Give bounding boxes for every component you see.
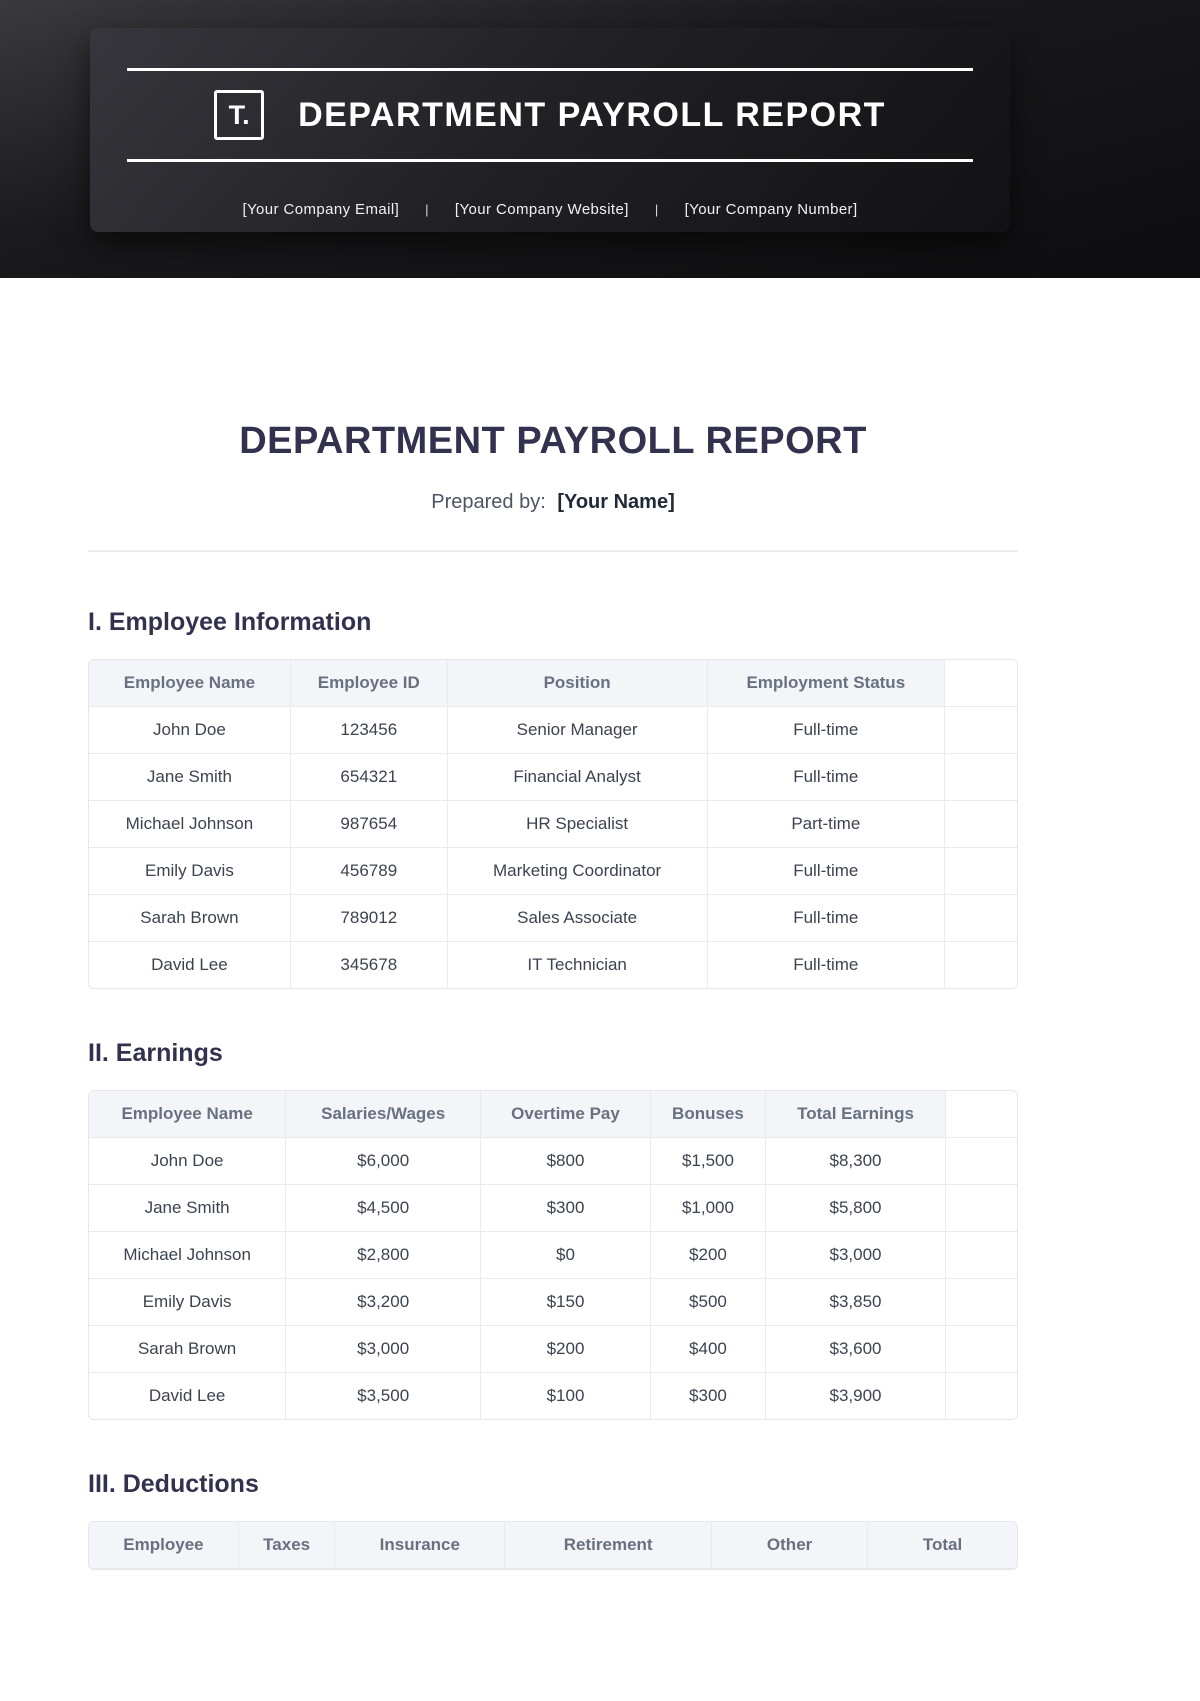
table-row (89, 942, 1017, 989)
deductions-table (88, 1521, 1018, 1570)
table-cell: 345678 (290, 942, 447, 989)
column-header: Position (447, 660, 707, 707)
table-row (89, 1232, 1017, 1279)
table-cell: $3,850 (765, 1279, 945, 1326)
table-cell: $400 (650, 1326, 765, 1373)
column-header: Insurance (335, 1522, 505, 1569)
table-row (89, 754, 1017, 801)
company-contact-row (127, 201, 973, 218)
table-cell: $100 (481, 1373, 651, 1420)
table-cell: 987654 (290, 801, 447, 848)
table-cell: $4,500 (286, 1185, 481, 1232)
empty-column-cell (946, 1232, 1017, 1279)
table-header-row (89, 1522, 1017, 1569)
table-row (89, 848, 1017, 895)
empty-column-cell (945, 942, 1017, 989)
table-cell: IT Technician (447, 942, 707, 989)
data-table (89, 1522, 1017, 1569)
table-cell: Part-time (707, 801, 945, 848)
table-cell: John Doe (89, 1138, 286, 1185)
table-cell: John Doe (89, 707, 290, 754)
table-cell: Full-time (707, 848, 945, 895)
table-cell: $3,000 (765, 1232, 945, 1279)
contact-separator: | (654, 202, 659, 217)
letterhead-band (0, 0, 1200, 278)
table-cell: $150 (481, 1279, 651, 1326)
section-deductions (88, 1470, 1018, 1570)
column-header: Employee Name (89, 1091, 286, 1138)
column-header: Salaries/Wages (286, 1091, 481, 1138)
table-cell: $0 (481, 1232, 651, 1279)
prepared-by (88, 491, 1018, 514)
table-cell: $500 (650, 1279, 765, 1326)
table-cell: Marketing Coordinator (447, 848, 707, 895)
column-header: Total Earnings (765, 1091, 945, 1138)
employee-information-table (88, 659, 1018, 989)
table-cell: Sales Associate (447, 895, 707, 942)
column-header: Employee ID (290, 660, 447, 707)
table-cell: $3,900 (765, 1373, 945, 1420)
table-cell: 123456 (290, 707, 447, 754)
empty-column-cell (945, 754, 1017, 801)
table-cell: Full-time (707, 942, 945, 989)
table-cell: $1,500 (650, 1138, 765, 1185)
empty-column-cell (946, 1373, 1017, 1420)
table-cell: Full-time (707, 707, 945, 754)
table-cell: $3,500 (286, 1373, 481, 1420)
empty-column-header (946, 1091, 1017, 1138)
table-cell: $8,300 (765, 1138, 945, 1185)
table-row (89, 801, 1017, 848)
empty-column-cell (945, 801, 1017, 848)
page-title: DEPARTMENT PAYROLL REPORT (239, 420, 867, 462)
table-cell: $3,600 (765, 1326, 945, 1373)
table-cell: David Lee (89, 1373, 286, 1420)
table-cell: Michael Johnson (89, 1232, 286, 1279)
divider (88, 550, 1018, 552)
table-header-row (89, 660, 1017, 707)
section-heading-employee-information: I. Employee Information (88, 608, 372, 636)
section-employee-information (88, 608, 1018, 989)
table-cell: Jane Smith (89, 1185, 286, 1232)
column-header: Employee (89, 1522, 238, 1569)
company-website: [Your Company Website] (454, 201, 629, 218)
empty-column-cell (945, 895, 1017, 942)
table-cell: $300 (481, 1185, 651, 1232)
data-table (89, 660, 1017, 988)
table-cell: 654321 (290, 754, 447, 801)
company-number: [Your Company Number] (684, 201, 858, 218)
data-table (89, 1091, 1017, 1419)
contact-separator: | (425, 202, 429, 217)
table-row (89, 1185, 1017, 1232)
section-heading-deductions: III. Deductions (88, 1470, 259, 1498)
table-cell: Senior Manager (447, 707, 707, 754)
table-cell: HR Specialist (447, 801, 707, 848)
section-heading-earnings: II. Earnings (88, 1039, 223, 1067)
table-row (89, 895, 1017, 942)
table-cell: 789012 (290, 895, 447, 942)
empty-column-cell (946, 1185, 1017, 1232)
table-cell: Full-time (707, 895, 945, 942)
empty-column-cell (946, 1138, 1017, 1185)
column-header: Employment Status (707, 660, 945, 707)
table-cell: Michael Johnson (89, 801, 290, 848)
table-cell: Emily Davis (89, 848, 290, 895)
table-cell: $200 (650, 1232, 765, 1279)
company-email: [Your Company Email] (242, 201, 400, 218)
letterhead-rule-bottom (127, 159, 973, 162)
table-row (89, 1373, 1017, 1420)
table-cell: Financial Analyst (447, 754, 707, 801)
table-cell: $300 (650, 1373, 765, 1420)
table-row (89, 1279, 1017, 1326)
prepared-by-value: [Your Name] (557, 491, 675, 513)
table-cell: Sarah Brown (89, 895, 290, 942)
column-header: Total (868, 1522, 1017, 1569)
table-cell: Sarah Brown (89, 1326, 286, 1373)
table-cell: Full-time (707, 754, 945, 801)
table-cell: $800 (481, 1138, 651, 1185)
brand-row (127, 71, 973, 159)
table-row (89, 1326, 1017, 1373)
table-cell: $200 (481, 1326, 651, 1373)
document-body (88, 420, 1018, 1570)
table-cell: David Lee (89, 942, 290, 989)
table-row (89, 1138, 1017, 1185)
column-header: Employee Name (89, 660, 290, 707)
company-logo-text: T. (228, 99, 250, 130)
table-cell: $3,000 (286, 1326, 481, 1373)
earnings-table (88, 1090, 1018, 1420)
empty-column-header (945, 660, 1017, 707)
empty-column-cell (946, 1279, 1017, 1326)
empty-column-cell (945, 848, 1017, 895)
table-cell: $3,200 (286, 1279, 481, 1326)
letterhead-card (90, 28, 1010, 232)
table-cell: $1,000 (650, 1185, 765, 1232)
letterhead-title: DEPARTMENT PAYROLL REPORT (298, 95, 886, 134)
company-logo (214, 90, 264, 140)
table-cell: $2,800 (286, 1232, 481, 1279)
column-header: Retirement (505, 1522, 712, 1569)
empty-column-cell (945, 707, 1017, 754)
table-cell: $6,000 (286, 1138, 481, 1185)
table-cell: 456789 (290, 848, 447, 895)
column-header: Bonuses (650, 1091, 765, 1138)
table-cell: Emily Davis (89, 1279, 286, 1326)
column-header: Overtime Pay (481, 1091, 651, 1138)
column-header: Taxes (238, 1522, 335, 1569)
section-earnings (88, 1039, 1018, 1420)
table-cell: Jane Smith (89, 754, 290, 801)
prepared-by-label: Prepared by: (431, 491, 546, 513)
table-cell: $5,800 (765, 1185, 945, 1232)
empty-column-cell (946, 1326, 1017, 1373)
table-header-row (89, 1091, 1017, 1138)
column-header: Other (712, 1522, 868, 1569)
table-row (89, 707, 1017, 754)
